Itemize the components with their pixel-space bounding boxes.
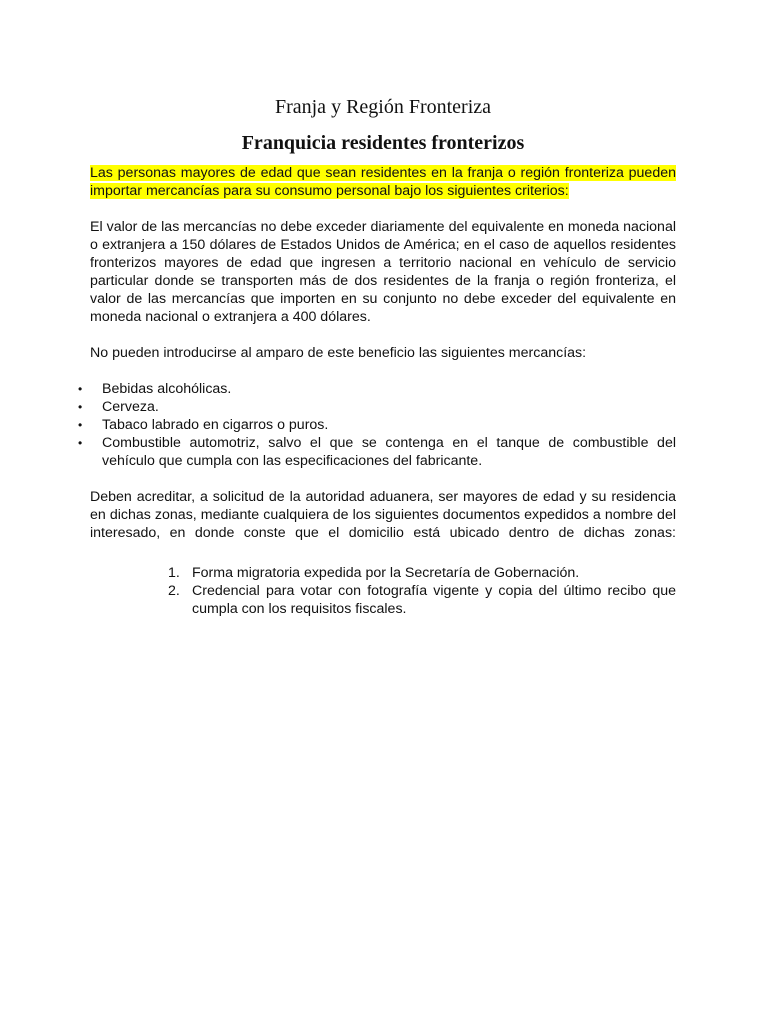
highlighted-intro-text: Las personas mayores de edad que sean residentes en la franja o región fronteriza pueden importar mercancías para su consumo personal bajo los siguientes criterios: — [90, 165, 676, 199]
bullet-icon: • — [78, 436, 83, 450]
list-item-text: Bebidas alcohólicas. — [102, 381, 232, 397]
list-item — [78, 380, 676, 398]
list-item — [168, 582, 676, 618]
required-documents-paragraph: Deben acreditar, a solicitud de la autoridad aduanera, ser mayores de edad y su residencia en dichas zonas, mediante cualquiera de los siguientes documentos expedidos a nombre del interesado, en donde conste que el domicilio está ubicado dentro de dichas zonas: — [90, 489, 676, 541]
list-item-text: Forma migratoria expedida por la Secretaría de Gobernación. — [192, 565, 580, 581]
document-page — [78, 94, 676, 618]
list-item — [78, 434, 676, 470]
bullet-icon: • — [78, 382, 83, 396]
list-item-text: Tabaco labrado en cigarros o puros. — [102, 417, 329, 433]
bullet-icon: • — [78, 418, 83, 432]
list-item-text: Cerveza. — [102, 399, 159, 415]
list-item-number: 2. — [168, 583, 180, 599]
required-documents-list — [90, 564, 676, 618]
excluded-goods-paragraph: No pueden introducirse al amparo de este beneficio las siguientes mercancías: — [90, 345, 587, 361]
list-item-text: Credencial para votar con fotografía vigente y copia del último recibo que cumpla con los requisitos fiscales. — [192, 583, 676, 617]
excluded-goods-list — [78, 380, 676, 470]
list-item-number: 1. — [168, 565, 180, 581]
list-item — [78, 416, 676, 434]
list-item — [168, 564, 676, 582]
list-item-text: Combustible automotriz, salvo el que se contenga en el tanque de combustible del vehículo que cumpla con las especificaciones del fabricante. — [102, 435, 676, 469]
bullet-icon: • — [78, 400, 83, 414]
intro-paragraph — [90, 164, 676, 200]
document-title: Franja y Región Fronteriza — [274, 96, 492, 118]
document-subtitle: Franquicia residentes fronterizos — [241, 132, 525, 154]
value-limit-paragraph: El valor de las mercancías no debe exceder diariamente del equivalente en moneda nacional o extranjera a 150 dólares de Estados Unidos de América; en el caso de aquellos residentes fronterizos mayores de edad que ingresen a territorio nacional en vehículo de servicio particular donde se transporten más de dos residentes de la franja o región fronteriza, el valor de las mercancías que importen en su conjunto no debe exceder del equivalente en moneda nacional o extranjera a 400 dólares. — [90, 219, 676, 325]
list-item — [78, 398, 676, 416]
